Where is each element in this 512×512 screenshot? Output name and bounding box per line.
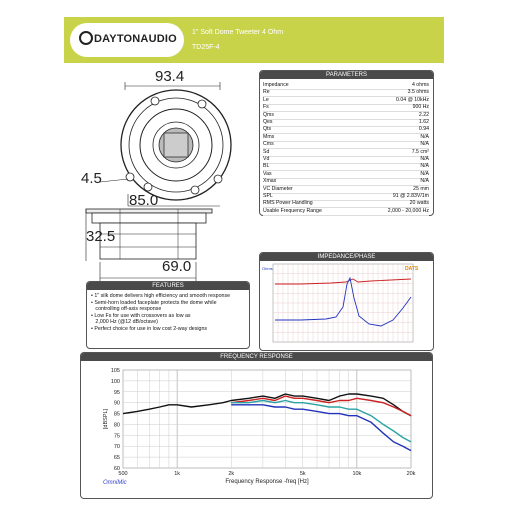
parameter-label: Xmax: [263, 178, 277, 185]
parameter-value: N/A: [420, 141, 429, 148]
y-tick-label: 90: [113, 400, 120, 407]
x-tick-label: 5k: [299, 471, 306, 477]
parameter-label: Impedance: [263, 82, 289, 88]
parameter-label: Usable Frequency Range: [263, 207, 322, 214]
x-axis-label: Frequency Response -freq [Hz]: [225, 479, 309, 485]
parameters-panel: [259, 70, 434, 216]
product-title: 1" Soft Dome Tweeter 4 Ohm: [192, 29, 284, 36]
impedance-axis-label: Ohms: [262, 266, 273, 271]
parameter-value: N/A: [420, 156, 429, 162]
plot-area: [123, 370, 411, 468]
parameter-value: 20 watts: [409, 200, 429, 207]
parameter-label: BL: [263, 163, 270, 170]
impedance-panel: [259, 252, 434, 351]
logo-circle-icon: [79, 31, 93, 45]
parameter-value: N/A: [420, 170, 429, 177]
impedance-chart: [261, 262, 432, 349]
parameter-label: Le: [263, 96, 269, 103]
y-tick-label: 75: [113, 433, 120, 440]
parameter-label: Cms: [263, 141, 274, 148]
parameter-value: 2,000 - 20,000 Hz: [387, 207, 429, 214]
y-tick-label: 105: [110, 368, 120, 374]
feature-item: • Low Fs for use with crossovers as low as: [91, 312, 191, 319]
parameter-label: SPL: [263, 193, 273, 199]
y-tick-label: 95: [113, 389, 120, 396]
parameter-label: Qes: [263, 119, 273, 125]
dim-mounting-hole: 4.5: [81, 170, 102, 187]
dats-legend: DATS: [405, 266, 419, 272]
frequency-response-title: FREQUENCY RESPONSE: [81, 353, 432, 361]
parameter-value: 0.04 @ 10kHz: [396, 96, 429, 103]
y-tick-label: 85: [113, 411, 120, 418]
parameter-label: Sd: [263, 148, 270, 155]
parameter-label: VC Diameter: [263, 185, 293, 192]
y-tick-label: 100: [110, 378, 120, 385]
parameter-label: Qms: [263, 111, 274, 118]
parameter-value: 900 Hz: [412, 104, 429, 111]
parameter-value: 7.5 cm²: [411, 148, 429, 155]
parameter-value: 3.5 ohms: [407, 89, 429, 96]
parameter-value: 0.94: [418, 126, 429, 133]
parameter-value: 4 ohms: [411, 82, 429, 88]
dim-mounting-circle: 85.0: [129, 192, 159, 209]
x-tick-label: 2k: [228, 471, 235, 477]
dim-depth: 32.5: [86, 228, 116, 245]
parameter-label: Vd: [263, 156, 270, 162]
y-tick-label: 80: [113, 422, 120, 429]
y-tick-label: 70: [113, 444, 120, 451]
features-title: FEATURES: [87, 282, 249, 290]
parameter-value: 1.62: [418, 119, 429, 125]
features-list: [91, 293, 246, 333]
dim-overall-width: 93.4: [155, 68, 185, 85]
x-tick-label: 20k: [406, 471, 416, 477]
x-tick-label: 500: [118, 471, 128, 477]
product-model: TD25F-4: [192, 44, 220, 51]
parameter-label: Mms: [263, 133, 275, 140]
feature-item: • 1" silk dome delivers high efficiency and smooth response: [91, 293, 231, 299]
features-panel: [86, 281, 250, 349]
omnimic-watermark: OmniMic: [103, 480, 127, 486]
frequency-response-chart: [81, 362, 432, 497]
parameter-value: 25 mm: [413, 185, 429, 192]
x-tick-label: 10k: [352, 471, 362, 477]
parameter-label: Fs: [263, 104, 269, 111]
y-axis-label: [dBSPL]: [103, 408, 109, 430]
parameter-value: N/A: [420, 178, 429, 185]
y-tick-label: 60: [113, 466, 120, 472]
feature-item: • Perfect choice for use in low cost 2-way designs: [91, 325, 208, 332]
feature-item: 2,000 Hz (@12 dB/octave): [91, 319, 158, 326]
impedance-title: IMPEDANCE/PHASE: [260, 253, 433, 261]
parameter-value: 2.22: [418, 111, 429, 118]
frequency-response-panel: [80, 352, 433, 499]
parameter-label: Vas: [263, 170, 272, 177]
parameter-value: N/A: [420, 133, 429, 140]
x-tick-label: 1k: [174, 471, 181, 477]
parameter-value: 91 @ 2.83V/1m: [392, 193, 429, 199]
parameters-title: PARAMETERS: [260, 71, 433, 79]
logo-text: DAYTONAUDIO: [94, 33, 177, 45]
parameter-label: Re: [263, 89, 270, 96]
dim-rear-diameter: 69.0: [162, 258, 192, 275]
y-tick-label: 65: [113, 455, 120, 462]
feature-item: • Semi-horn loaded faceplate protects the dome while: [91, 299, 217, 306]
feature-item: controlling off-axis response: [91, 306, 162, 313]
parameter-row: [263, 208, 429, 216]
mechanical-drawing: [80, 66, 255, 286]
parameter-label: Qts: [263, 126, 272, 133]
parameter-value: N/A: [420, 163, 429, 170]
parameter-label: RMS Power Handling: [263, 200, 313, 207]
